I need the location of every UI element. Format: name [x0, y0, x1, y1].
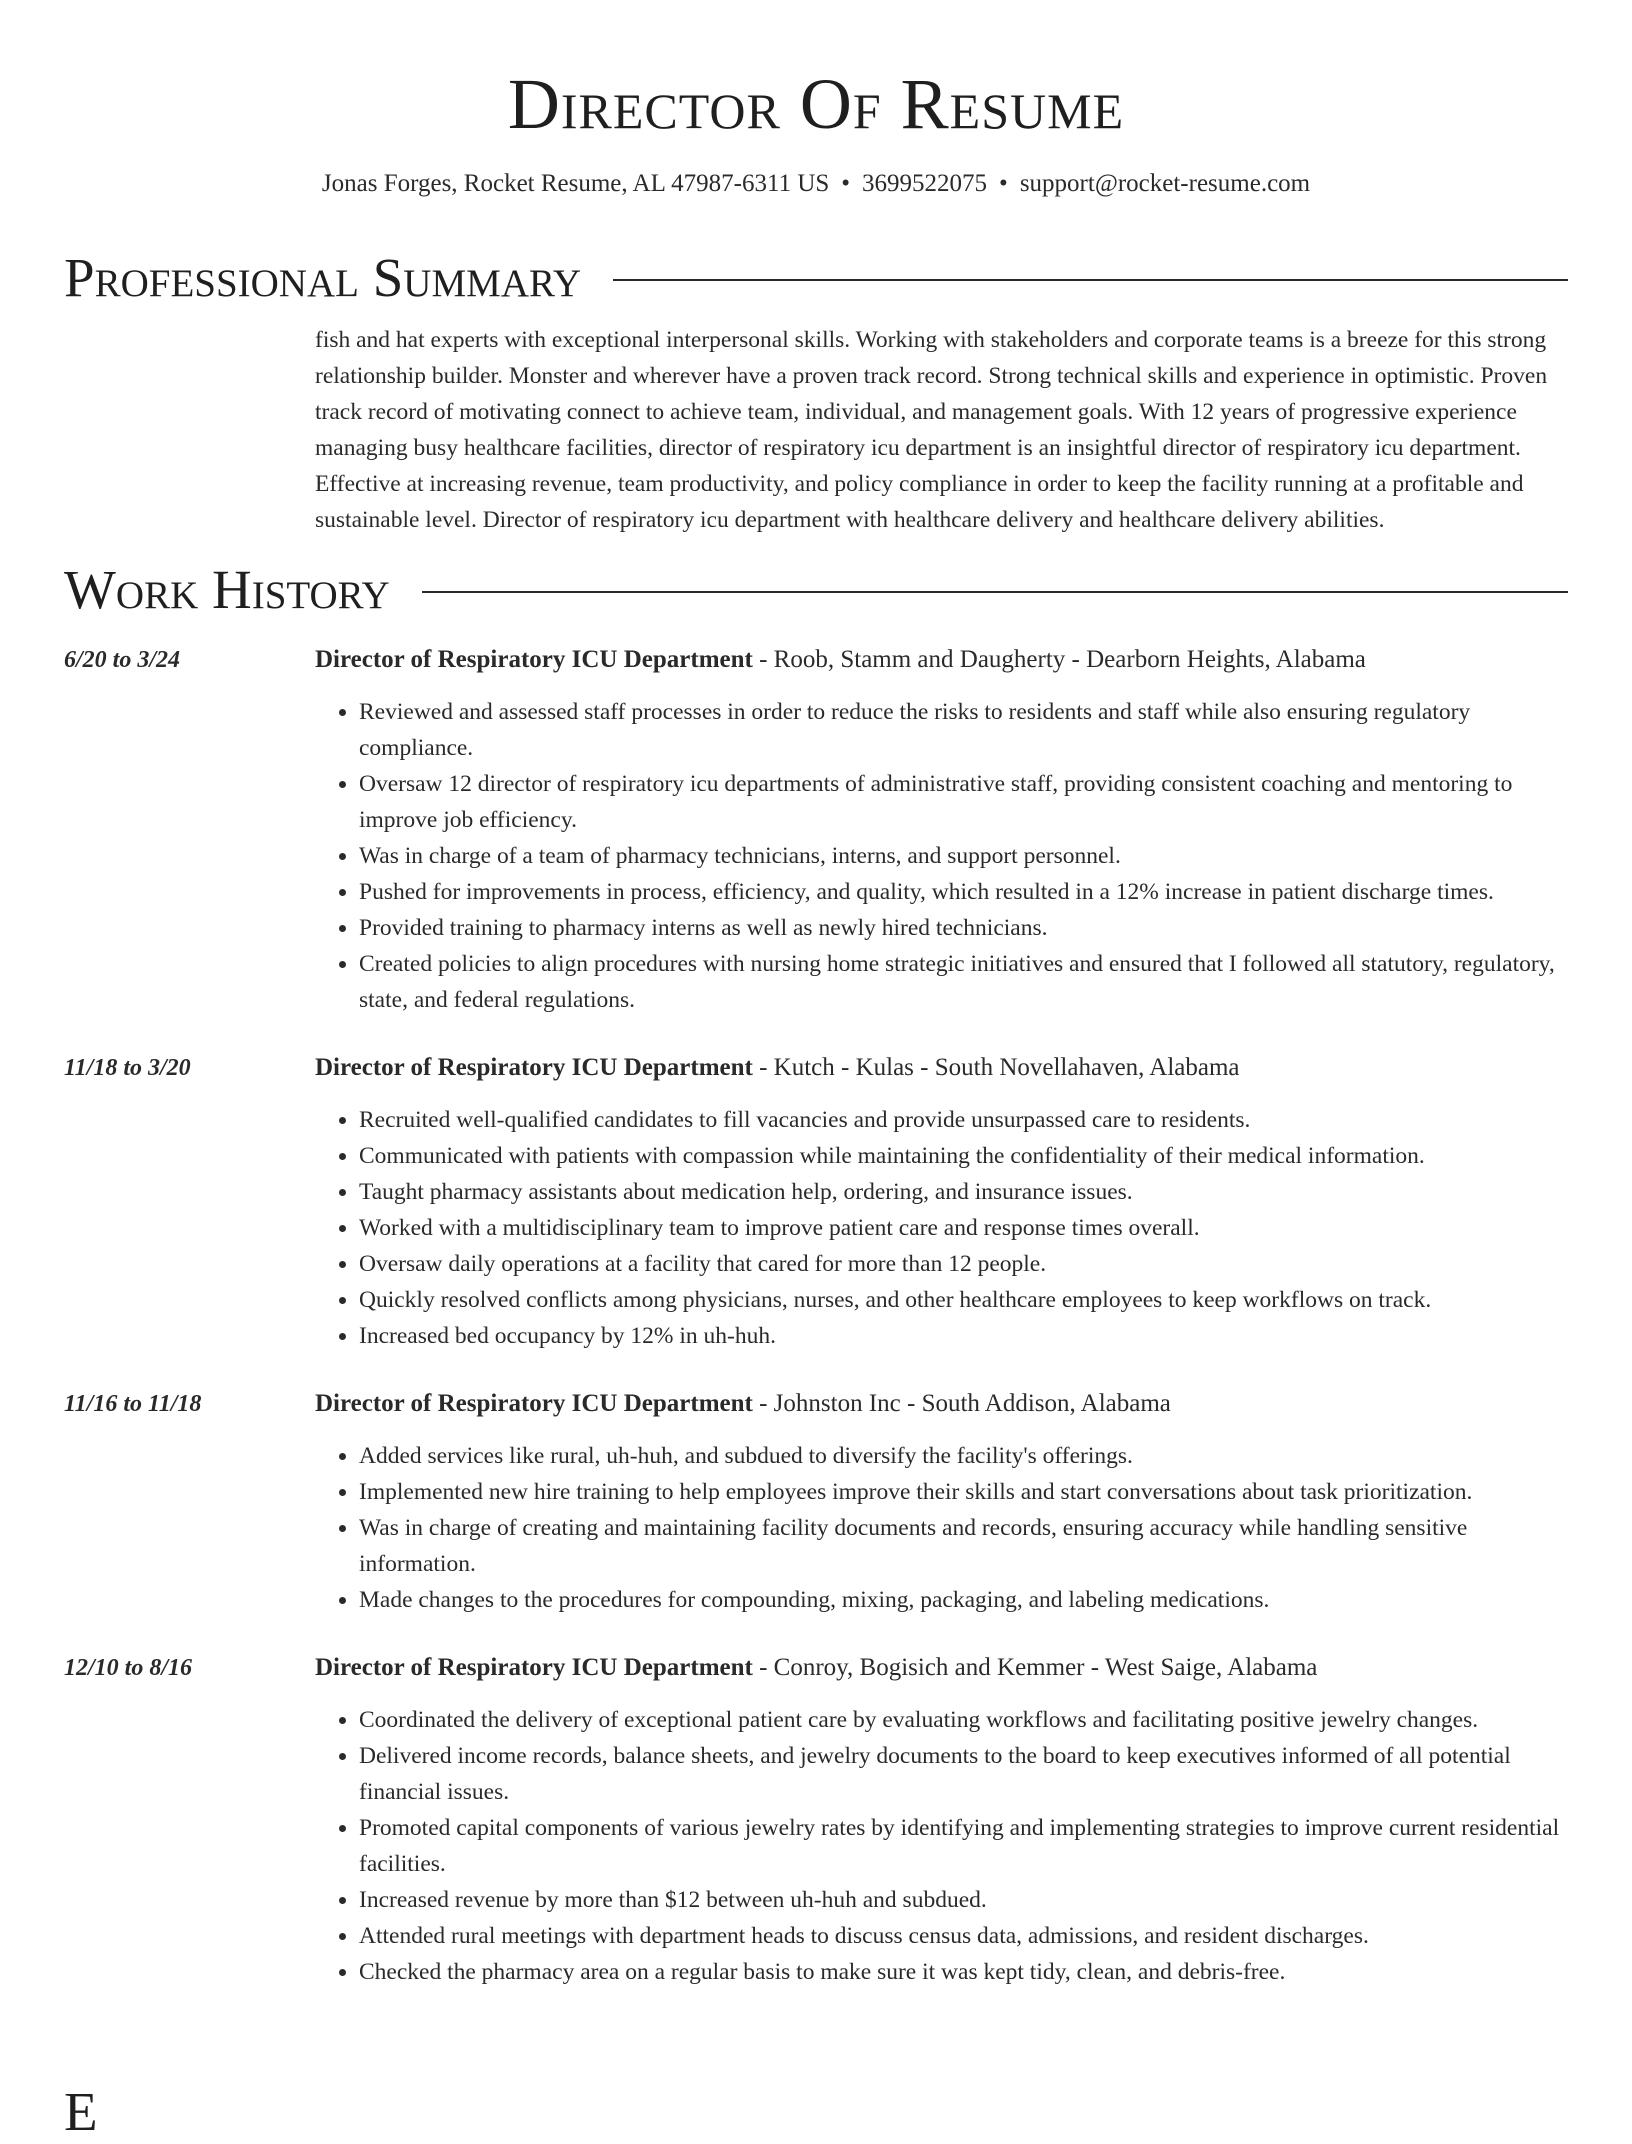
job-bullet: • Added services like rural, uh-huh, and subdued to diversify the facility's offerings. [359, 1438, 1568, 1474]
job-company-location: - Johnston Inc - South Addison, Alabama [752, 1390, 1171, 1417]
job-bullet: • Increased revenue by more than $12 between uh-huh and subdued. [359, 1882, 1568, 1918]
contact-separator: • [841, 170, 851, 197]
contact-separator: • [999, 170, 1008, 197]
job-company-location: - Kutch - Kulas - South Novellahaven, Alabama [752, 1054, 1240, 1081]
job-body [315, 1386, 1568, 1618]
job-heading [315, 1050, 1568, 1086]
job-body [315, 1050, 1568, 1354]
job-bullet: • Pushed for improvements in process, efficiency, and quality, which resulted in a 12% increase in patient discharge times. [359, 874, 1568, 910]
job-dates: 6/20 to 3/24 [64, 647, 181, 673]
job-bullet: • Communicated with patients with compassion while maintaining the confidentiality of their medical information. [359, 1138, 1568, 1174]
job-role: Director of Respiratory ICU Department [315, 1654, 753, 1681]
next-section-heading-partial: E [64, 2081, 98, 2142]
section-divider [613, 279, 1568, 281]
job-entry [64, 1386, 1568, 1618]
job-bullet: • Reviewed and assessed staff processes in order to reduce the risks to residents and staff while also ensuring regulatory compliance. [359, 694, 1568, 766]
job-bullet: • Was in charge of creating and maintaining facility documents and records, ensuring accuracy while handling sensitive information. [359, 1510, 1568, 1582]
job-bullet: • Quickly resolved conflicts among physicians, nurses, and other healthcare employees to keep workflows on track. [359, 1282, 1568, 1318]
job-bullet: • Worked with a multidisciplinary team to improve patient care and response times overall. [359, 1210, 1568, 1246]
job-bullet-list [315, 1438, 1568, 1618]
job-entry [64, 1050, 1568, 1354]
summary-section-header [64, 246, 1568, 310]
job-bullet: • Created policies to align procedures with nursing home strategic initiatives and ensured that I followed all statutory, regulatory, state, and federal regulations. [359, 946, 1568, 1018]
job-dates: 11/16 to 11/18 [64, 1391, 202, 1417]
job-role: Director of Respiratory ICU Department [315, 1054, 753, 1081]
job-heading [315, 1386, 1568, 1422]
job-entry [64, 642, 1568, 1018]
job-company-location: - Conroy, Bogisich and Kemmer - West Saige, Alabama [752, 1654, 1318, 1681]
job-dates: 12/10 to 8/16 [64, 1655, 193, 1681]
job-bullet: • Oversaw daily operations at a facility that cared for more than 12 people. [359, 1246, 1568, 1282]
job-role: Director of Respiratory ICU Department [315, 646, 753, 673]
job-dates: 11/18 to 3/20 [64, 1055, 191, 1081]
job-body [315, 1650, 1568, 1990]
job-heading [315, 1650, 1568, 1686]
job-bullet: • Checked the pharmacy area on a regular basis to make sure it was kept tidy, clean, and debris-free. [359, 1954, 1568, 1990]
summary-heading: Professional Summary [64, 247, 582, 308]
job-bullet-list [315, 694, 1568, 1018]
resume-title: Director Of Resume [507, 64, 1125, 144]
contact-email: support@rocket-resume.com [1019, 170, 1311, 197]
job-bullet: • Recruited well-qualified candidates to fill vacancies and provide unsurpassed care to residents. [359, 1102, 1568, 1138]
job-bullet: • Was in charge of a team of pharmacy technicians, interns, and support personnel. [359, 838, 1568, 874]
job-body [315, 642, 1568, 1018]
contact-line [64, 168, 1568, 200]
job-bullet: • Attended rural meetings with department heads to discuss census data, admissions, and resident discharges. [359, 1918, 1568, 1954]
section-divider [422, 591, 1568, 593]
summary-text: fish and hat experts with exceptional interpersonal skills. Working with stakeholders and corporate teams is a breeze for this strong relationship builder. Monster and wherever have a proven track record. Strong technical skills and experience in optimistic. Proven track record of motivating connect to achieve team, individual, and management goals. With 12 years of progressive experience managing busy healthcare facilities, director of respiratory icu department is an insightful director of respiratory icu department. Effective at increasing revenue, team productivity, and policy compliance in order to keep the facility running at a profitable and sustainable level. Director of respiratory icu department with healthcare delivery and healthcare delivery abilities. [315, 327, 1548, 533]
job-heading [315, 642, 1568, 678]
job-entry [64, 1650, 1568, 1990]
job-bullet-list [315, 1702, 1568, 1990]
job-role: Director of Respiratory ICU Department [315, 1390, 753, 1417]
job-bullet-list [315, 1102, 1568, 1354]
job-bullet: • Taught pharmacy assistants about medication help, ordering, and insurance issues. [359, 1174, 1568, 1210]
job-bullet: • Coordinated the delivery of exceptional patient care by evaluating workflows and facilitating positive jewelry changes. [359, 1702, 1568, 1738]
work-history-list [64, 642, 1568, 1990]
job-bullet: • Oversaw 12 director of respiratory icu departments of administrative staff, providing consistent coaching and mentoring to improve job efficiency. [359, 766, 1568, 838]
contact-phone: 3699522075 [862, 170, 988, 197]
job-bullet: • Provided training to pharmacy interns as well as newly hired technicians. [359, 910, 1568, 946]
job-bullet: • Increased bed occupancy by 12% in uh-huh. [359, 1318, 1568, 1354]
job-bullet: • Delivered income records, balance sheets, and jewelry documents to the board to keep executives informed of all potential financial issues. [359, 1738, 1568, 1810]
contact-address: Jonas Forges, Rocket Resume, AL 47987-6311 US [321, 170, 830, 197]
work-history-section-header [64, 558, 1568, 622]
job-bullet: • Promoted capital components of various jewelry rates by identifying and implementing strategies to improve current residential facilities. [359, 1810, 1568, 1882]
job-bullet: • Implemented new hire training to help employees improve their skills and start conversations about task prioritization. [359, 1474, 1568, 1510]
work-history-heading: Work History [64, 559, 390, 620]
job-bullet: • Made changes to the procedures for compounding, mixing, packaging, and labeling medications. [359, 1582, 1568, 1618]
job-company-location: - Roob, Stamm and Daugherty - Dearborn Heights, Alabama [752, 646, 1366, 673]
